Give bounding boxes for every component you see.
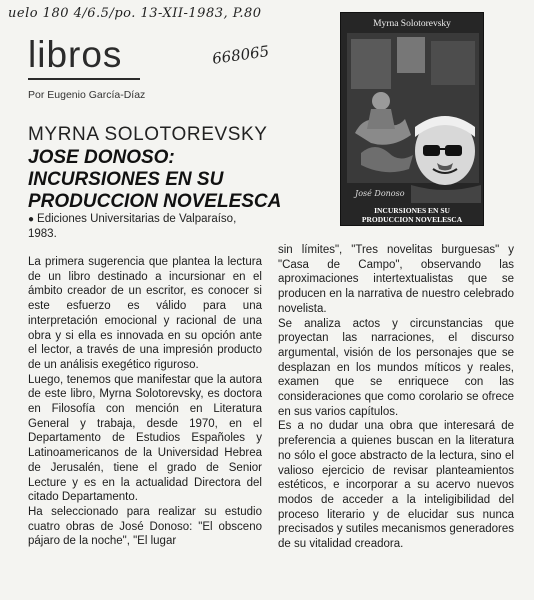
book-cover-image — [340, 12, 484, 226]
section-divider — [28, 78, 140, 80]
bullet-icon: ● — [28, 214, 35, 225]
cover-signature: José Donoso — [355, 189, 405, 198]
cover-title-line-2: PRODUCCION NOVELESCA — [361, 215, 463, 224]
paragraph: Se analiza actos y circunstancias que proyectan las narraciones, el discurso argumental, visión de los personajes que se desplazan en los mundos míticos y reales, examen que se enriquece con las consideraciones que como corolario se ofrece en sus varios capítulos. — [278, 317, 514, 418]
section-title: libros — [28, 34, 123, 75]
paragraph: Luego, tenemos que manifestar que la autora de este libro, Myrna Solotorevsky, es doctora en Filosofía con mención en Literatura General y trabaja, desde 1970, en el Departamento de Estudios Españoles y Latinoamericanos de la Universidad Hebrea de Jerusalén, tiene el grado de Senior Lecture y es en la actualidad Directora del citado Departamento. — [28, 373, 262, 504]
article-column-left — [28, 255, 262, 549]
cover-title — [345, 206, 479, 224]
article-author: MYRNA SOLOTOREVSKY — [28, 124, 268, 145]
paragraph: Ha seleccionado para realizar su estudio cuatro obras de José Donoso: "El obsceno pájaro de la noche", "El lugar — [28, 505, 262, 548]
article-column-right — [278, 243, 514, 552]
handwritten-catalog-number: 668065 — [211, 42, 271, 68]
paragraph: Es a no dudar una obra que interesará de preferencia a quienes buscan en la literatura no sólo el goce abstracto de la lectura, sino el valioso ejercicio de revisar planteamientos estéticos, e incorporar a su acervo nuevos modos de acceder a la inteligibilidad del proceso literario y de elucidar sus nunca precisados y sutiles mecanismos generadores de su vitalidad creadora. — [278, 420, 514, 551]
paragraph: sin límites", "Tres novelitas burguesas" y "Casa de Campo", observando las aproximaciones intertextualistas que se producen en la narrativa de nuestro celebrado novelista. — [278, 244, 514, 315]
publisher-info — [28, 212, 260, 242]
cover-title-line-1: INCURSIONES EN SU — [374, 206, 450, 215]
paragraph: La primera sugerencia que plantea la lectura de un libro destinado a incursionar en el ámbito creador de un escritor, es conocer si este esfuerzo es válido para una interpretación emocional y racional de una obra y si ella es innovada en su opción ante el lector, a través de una impresión producto de un análisis exegético riguroso. — [28, 256, 262, 371]
article-book-title: JOSE DONOSO: INCURSIONES EN SU PRODUCCION NOVELESCA — [28, 147, 282, 212]
handwritten-source-note: uelo 180 4/6.5/po. 13-XII-1983, P.80 — [8, 6, 262, 21]
cover-author: Myrna Solotorevsky — [373, 19, 451, 29]
publisher-text: Ediciones Universitarias de Valparaíso, 1983. — [28, 213, 237, 240]
byline: Por Eugenio García-Díaz — [28, 89, 146, 101]
